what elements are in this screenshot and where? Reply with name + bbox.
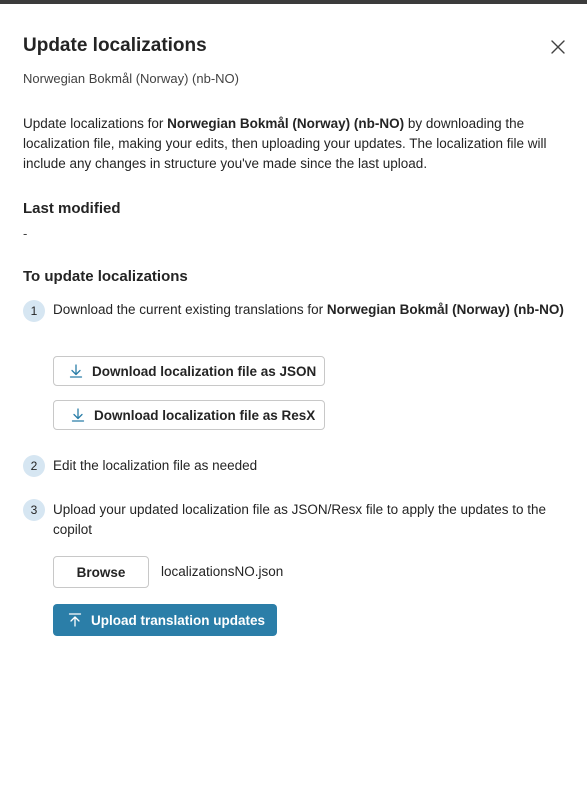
upload-icon <box>67 612 83 628</box>
description-language: Norwegian Bokmål (Norway) (nb-NO) <box>167 116 405 131</box>
last-modified-heading: Last modified <box>23 200 121 217</box>
step-3-badge: 3 <box>23 499 45 521</box>
dialog-title: Update localizations <box>23 35 207 56</box>
to-update-heading: To update localizations <box>23 268 188 285</box>
update-localizations-panel <box>0 4 587 797</box>
selected-file-name: localizationsNO.json <box>161 564 284 579</box>
dialog-subtitle: Norwegian Bokmål (Norway) (nb-NO) <box>23 71 239 86</box>
upload-translation-updates-button[interactable] <box>53 604 277 636</box>
download-icon <box>68 363 84 379</box>
step-2-text: Edit the localization file as needed <box>53 458 258 473</box>
step-1-text-main: Download the current existing translations for <box>53 302 327 317</box>
download-resx-label: Download localization file as ResX <box>94 407 316 423</box>
close-button[interactable] <box>545 34 571 60</box>
download-json-button[interactable] <box>53 356 325 386</box>
description-prefix: Update localizations for <box>23 116 168 131</box>
step-1-text <box>53 300 568 320</box>
download-json-label: Download localization file as JSON <box>92 363 317 379</box>
step-1-badge: 1 <box>23 300 45 322</box>
step-2-badge: 2 <box>23 455 45 477</box>
browse-button[interactable]: Browse <box>53 556 149 588</box>
description-suffix: by downloading the localization file, making your edits, then uploading your updates. The localization file will include any changes in structure you've made since the last upload. <box>23 116 547 171</box>
upload-label: Upload translation updates <box>91 612 266 628</box>
dialog-description <box>23 114 568 174</box>
last-modified-value: - <box>23 226 28 241</box>
step-3-text: Upload your updated localization file as JSON/Resx file to apply the updates to the copilot <box>53 502 547 537</box>
download-icon <box>70 407 86 423</box>
close-icon <box>551 40 565 54</box>
download-resx-button[interactable] <box>53 400 325 430</box>
step-1-text-bold: Norwegian Bokmål (Norway) (nb-NO) <box>326 302 564 317</box>
